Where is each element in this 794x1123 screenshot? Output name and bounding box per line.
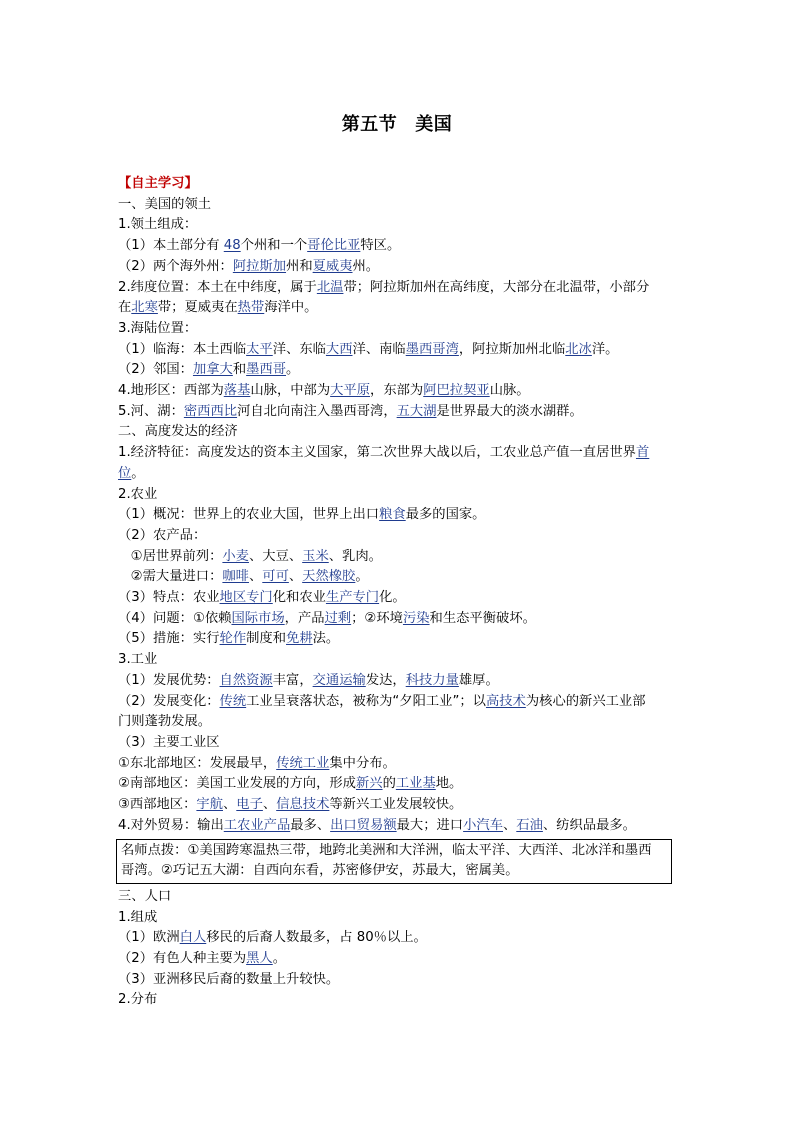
text-segment: 名师点拨：①美国跨寒温热三带，地跨北美洲和大洋洲，临太平洋、大西洋、北冰洋和墨西 bbox=[121, 842, 652, 858]
title-section: 第五节 bbox=[341, 114, 398, 135]
text-line bbox=[118, 422, 678, 443]
text-segment: （3）主要工业区 bbox=[118, 734, 220, 750]
answer-blank: 粮食 bbox=[379, 507, 406, 523]
answer-blank: 大西 bbox=[325, 341, 353, 357]
answer-blank: 自然资源 bbox=[219, 672, 273, 688]
answer-blank: 玉米 bbox=[302, 548, 329, 564]
text-segment: 个州和一个 bbox=[240, 238, 308, 254]
text-segment: 、 bbox=[503, 817, 517, 833]
text-segment: （3）特点：农业 bbox=[118, 590, 220, 606]
answer-blank: 传统工业 bbox=[276, 755, 330, 771]
text-segment: 丰富， bbox=[272, 672, 313, 688]
text-segment: 、纺织品最多。 bbox=[542, 817, 636, 833]
text-segment: （1）临海：本土西临 bbox=[118, 341, 247, 357]
text-line bbox=[118, 485, 678, 506]
text-segment: 发达， bbox=[365, 672, 406, 688]
text-segment: 州。 bbox=[352, 258, 380, 274]
answer-blank: 出口贸易额 bbox=[330, 817, 397, 833]
text-segment: 2.纬度位置：本土在中纬度，属于 bbox=[118, 279, 317, 295]
text-line bbox=[118, 443, 678, 464]
text-line bbox=[121, 841, 667, 862]
text-segment: 集中分布。 bbox=[329, 755, 396, 771]
text-segment: 地。 bbox=[435, 776, 463, 792]
answer-blank: 轮作 bbox=[219, 631, 247, 647]
text-segment: （2）邻国： bbox=[118, 362, 193, 378]
text-segment: 和生态平衡破坏。 bbox=[429, 610, 536, 626]
text-line bbox=[118, 908, 678, 929]
text-segment: 制度和 bbox=[246, 631, 287, 647]
text-segment: 最大；进口 bbox=[396, 817, 464, 833]
text-line bbox=[118, 505, 678, 526]
text-segment: 海洋中。 bbox=[264, 300, 318, 316]
text-segment: 河自北向南注入墨西哥湾， bbox=[237, 403, 397, 419]
text-segment: （2）发展变化： bbox=[118, 693, 220, 709]
text-segment: 最多的国家。 bbox=[405, 507, 486, 523]
answer-blank: 国际市场 bbox=[231, 610, 285, 626]
text-line bbox=[118, 692, 678, 713]
text-line bbox=[118, 712, 678, 733]
answer-blank: 48 bbox=[223, 238, 241, 254]
text-segment: 州和 bbox=[286, 258, 313, 274]
text-line bbox=[118, 970, 678, 991]
answer-blank: 密西西比 bbox=[183, 403, 238, 419]
text-segment: 。 bbox=[272, 951, 287, 967]
text-segment: ②南部地区：美国工业发展的方向，形成 bbox=[118, 776, 356, 792]
answer-blank: 过剩 bbox=[324, 610, 352, 626]
text-line bbox=[118, 215, 678, 236]
text-line bbox=[118, 629, 678, 650]
answer-blank: 石油 bbox=[516, 817, 543, 833]
text-segment: 、 bbox=[262, 797, 277, 813]
text-line bbox=[118, 774, 678, 795]
text-segment: 三、人口 bbox=[118, 888, 172, 904]
text-segment: 2.农业 bbox=[118, 486, 158, 502]
text-segment: 特区。 bbox=[360, 238, 401, 254]
section-population bbox=[118, 887, 678, 1011]
answer-blank: 信息技术 bbox=[276, 797, 330, 813]
section-territory-economy bbox=[118, 174, 678, 837]
text-segment: ，产品 bbox=[284, 610, 325, 626]
page-title bbox=[0, 110, 794, 136]
text-segment: 在 bbox=[118, 300, 132, 316]
text-segment: 3.工业 bbox=[118, 652, 158, 668]
text-line bbox=[118, 887, 678, 908]
text-segment: 1.经济特征：高度发达的资本主义国家，第二次世界大战以后，工农业总产值一直居世界 bbox=[118, 445, 636, 461]
text-segment: ，东部为 bbox=[370, 383, 424, 399]
text-segment: （5）措施：实行 bbox=[118, 631, 220, 647]
text-line bbox=[118, 795, 678, 816]
section-tag: 【自主学习】 bbox=[118, 176, 198, 191]
text-segment: ，阿拉斯加州北临 bbox=[458, 341, 566, 357]
text-segment: 洋、南临 bbox=[352, 341, 406, 357]
answer-blank: 哥伦比亚 bbox=[307, 238, 361, 254]
text-line bbox=[118, 195, 678, 216]
text-segment: 法。 bbox=[312, 631, 340, 647]
text-line bbox=[118, 733, 678, 754]
text-line bbox=[118, 381, 678, 402]
text-segment: （1）发展优势： bbox=[118, 672, 220, 688]
answer-blank: 大平原 bbox=[330, 383, 371, 399]
answer-blank: 小麦 bbox=[222, 548, 249, 564]
document-body bbox=[118, 174, 678, 1011]
text-segment: （2）农产品： bbox=[118, 527, 207, 543]
text-segment: 2.分布 bbox=[118, 992, 158, 1008]
text-segment: 是世界最大的淡水湖群。 bbox=[436, 403, 583, 419]
answer-blank: 阿拉斯加 bbox=[232, 258, 287, 274]
text-segment: 。 bbox=[131, 465, 145, 481]
text-segment: 1.组成 bbox=[118, 909, 158, 925]
text-segment: 哥湾。②巧记五大湖：自西向东看，苏密修伊安，苏最大，密属美。 bbox=[121, 863, 519, 879]
answer-blank: 免耕 bbox=[286, 631, 313, 647]
text-line bbox=[118, 609, 678, 630]
text-line bbox=[118, 928, 678, 949]
answer-blank: 咖啡 bbox=[222, 569, 249, 585]
text-segment: 、乳肉。 bbox=[328, 548, 382, 564]
text-segment: 化和农业 bbox=[272, 590, 326, 606]
text-segment: （1）本土部分有 bbox=[118, 238, 224, 254]
text-segment: 工业呈衰落状态，被称为“夕阳工业”；以 bbox=[246, 693, 486, 709]
text-segment: 5.河、湖： bbox=[118, 403, 184, 419]
text-segment: 一、美国的领土 bbox=[118, 196, 212, 212]
text-line bbox=[118, 650, 678, 671]
title-country: 美国 bbox=[415, 114, 453, 135]
text-segment: 化。 bbox=[379, 590, 406, 606]
answer-blank: 电子 bbox=[236, 797, 263, 813]
text-segment: 的 bbox=[382, 776, 396, 792]
answer-blank: 白人 bbox=[179, 930, 207, 946]
text-segment: （2）两个海外州： bbox=[118, 258, 233, 274]
text-segment: 山脉，中部为 bbox=[250, 383, 331, 399]
answer-blank: 可可 bbox=[262, 569, 289, 585]
answer-blank: 北冰 bbox=[565, 341, 592, 357]
answer-blank: 小汽车 bbox=[463, 817, 503, 833]
text-line bbox=[118, 754, 678, 775]
text-line bbox=[118, 278, 678, 299]
text-segment: 移民的后裔人数最多，占 80％以上。 bbox=[206, 930, 427, 946]
text-segment: （1）概况：世界上的农业大国，世界上出口 bbox=[118, 507, 380, 523]
answer-blank: 新兴 bbox=[355, 776, 383, 792]
text-segment: 、 bbox=[223, 797, 237, 813]
text-line bbox=[118, 816, 678, 837]
answer-blank: 工业基 bbox=[395, 776, 436, 792]
answer-blank: 墨西哥 bbox=[246, 362, 287, 378]
text-line bbox=[118, 588, 678, 609]
text-segment: ；②环境 bbox=[351, 610, 403, 626]
answer-blank: 太平 bbox=[246, 341, 273, 357]
text-line bbox=[118, 990, 678, 1011]
text-line bbox=[118, 174, 678, 195]
text-segment: 1.领土组成： bbox=[118, 217, 198, 233]
text-segment: 。 bbox=[286, 362, 300, 378]
text-line bbox=[118, 340, 678, 361]
answer-blank: 热带 bbox=[237, 300, 265, 316]
text-segment: 、 bbox=[248, 569, 263, 585]
text-segment: 3.海陆位置： bbox=[118, 320, 198, 336]
answer-blank: 污染 bbox=[402, 610, 430, 626]
teacher-note-box bbox=[116, 839, 672, 884]
text-line bbox=[118, 298, 678, 319]
text-segment: ②需大量进口： bbox=[118, 569, 223, 585]
answer-blank: 夏威夷 bbox=[312, 258, 353, 274]
text-segment: 。 bbox=[355, 569, 369, 585]
answer-blank: 交通运输 bbox=[312, 672, 366, 688]
text-segment: 雄厚。 bbox=[458, 672, 499, 688]
text-segment: 为核心的新兴工业部 bbox=[525, 693, 646, 709]
answer-blank: 地区专门 bbox=[219, 590, 273, 606]
text-segment: （4）问题：①依赖 bbox=[118, 610, 232, 626]
text-segment: ③西部地区： bbox=[118, 797, 197, 813]
answer-blank: 北寒 bbox=[131, 300, 158, 316]
answer-blank: 工农业产品 bbox=[223, 817, 291, 833]
text-line bbox=[118, 464, 678, 485]
answer-blank: 高技术 bbox=[485, 693, 526, 709]
text-segment: 洋、东临 bbox=[272, 341, 326, 357]
text-segment: 和 bbox=[232, 362, 247, 378]
text-line bbox=[118, 402, 678, 423]
text-segment: 带；阿拉斯加州在高纬度，大部分在北温带，小部分 bbox=[343, 279, 650, 295]
text-segment: ①东北部地区：发展最早， bbox=[118, 755, 277, 771]
answer-blank: 阿巴拉契亚 bbox=[423, 383, 490, 399]
text-line bbox=[118, 671, 678, 692]
answer-blank: 首 bbox=[635, 445, 650, 461]
text-segment: 、大豆、 bbox=[248, 548, 303, 564]
answer-blank: 位 bbox=[118, 465, 132, 481]
text-segment: ①居世界前列： bbox=[118, 548, 223, 564]
text-segment: 等新兴工业发展较快。 bbox=[329, 797, 463, 813]
answer-blank: 天然橡胶 bbox=[302, 569, 356, 585]
text-segment: 门则蓬勃发展。 bbox=[118, 714, 212, 730]
text-line bbox=[118, 236, 678, 257]
answer-blank: 宇航 bbox=[196, 797, 223, 813]
answer-blank: 传统 bbox=[219, 693, 247, 709]
answer-blank: 黑人 bbox=[246, 951, 273, 967]
text-segment: 、 bbox=[288, 569, 303, 585]
text-segment: 4.地形区：西部为 bbox=[118, 383, 224, 399]
answer-blank: 科技力量 bbox=[405, 672, 459, 688]
text-segment: （1）欧洲 bbox=[118, 930, 180, 946]
text-line bbox=[118, 547, 678, 568]
answer-blank: 五大湖 bbox=[396, 403, 437, 419]
text-segment: 带；夏威夷在 bbox=[157, 300, 238, 316]
text-segment: 二、高度发达的经济 bbox=[118, 424, 238, 440]
text-segment: （3）亚洲移民后裔的数量上升较快。 bbox=[118, 971, 340, 987]
text-line bbox=[118, 567, 678, 588]
text-segment: 洋。 bbox=[591, 341, 619, 357]
text-line bbox=[121, 861, 667, 882]
text-line bbox=[118, 319, 678, 340]
text-segment: （2）有色人种主要为 bbox=[118, 951, 247, 967]
answer-blank: 北温 bbox=[316, 279, 344, 295]
text-line bbox=[118, 257, 678, 278]
text-segment: 最多、 bbox=[290, 817, 331, 833]
answer-blank: 加拿大 bbox=[192, 362, 233, 378]
text-line bbox=[118, 360, 678, 381]
answer-blank: 落基 bbox=[223, 383, 251, 399]
answer-blank: 生产专门 bbox=[325, 590, 380, 606]
text-line bbox=[118, 949, 678, 970]
answer-blank: 墨西哥湾 bbox=[405, 341, 459, 357]
text-segment: 山脉。 bbox=[489, 383, 530, 399]
text-line bbox=[118, 526, 678, 547]
text-segment: 4.对外贸易：输出 bbox=[118, 817, 224, 833]
